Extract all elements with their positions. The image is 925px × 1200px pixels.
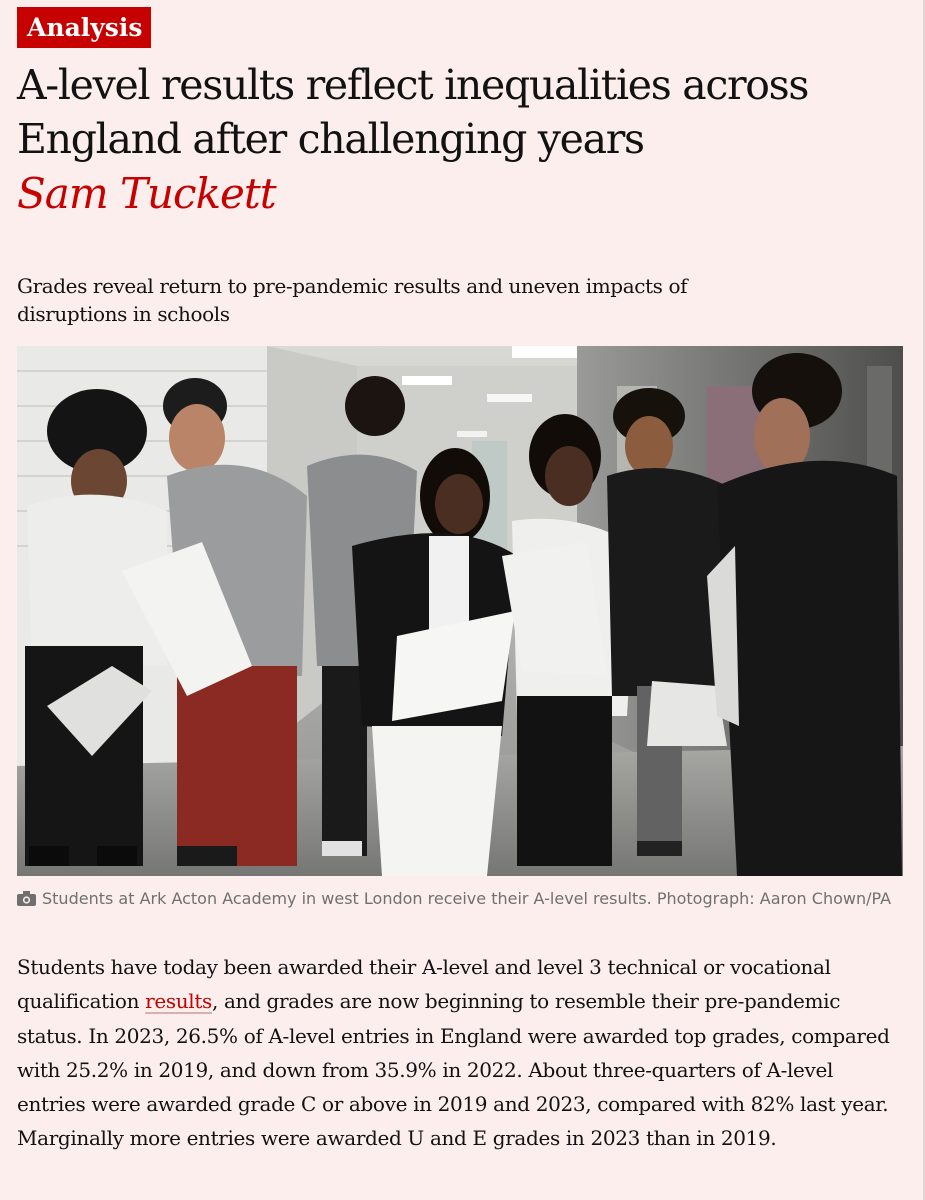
- article-body-paragraph: [17, 950, 907, 1156]
- article-photo[interactable]: [17, 346, 903, 876]
- byline-author-link[interactable]: Sam Tuckett: [17, 169, 276, 218]
- standfirst-line-1: Grades reveal return to pre-pandemic results and uneven impacts of: [17, 274, 688, 298]
- standfirst: [17, 272, 897, 328]
- photo-caption: [17, 886, 907, 914]
- analysis-label[interactable]: Analysis: [17, 7, 151, 48]
- standfirst-line-2: disruptions in schools: [17, 302, 230, 326]
- body-text-part-1: Students have today been awarded their A-level and level 3 technical or vocational qualification: [17, 955, 831, 1014]
- headline-line-1: A-level results reflect inequalities across: [17, 61, 809, 109]
- photo-illustration: [17, 346, 903, 876]
- results-link[interactable]: results: [145, 989, 212, 1014]
- caption-text: Students at Ark Acton Academy in west London receive their A-level results. Photograph: Aaron Chown/PA: [42, 889, 892, 908]
- body-text-part-2: , and grades are now beginning to resemble their pre-pandemic status. In 2023, 26.5% of A-level entries in England were awarded top grades, compared with 25.2% in 2019, and down from 35.9% in 2022. About three-quarters of A-level entries were awarded grade C or above in 2019 and 2023, compared with 82% last year. Marginally more entries were awarded U and E grades in 2023 than in 2019.: [17, 989, 890, 1151]
- headline-line-2: England after challenging years: [17, 115, 644, 163]
- headline: [17, 58, 917, 166]
- camera-icon: [17, 888, 36, 914]
